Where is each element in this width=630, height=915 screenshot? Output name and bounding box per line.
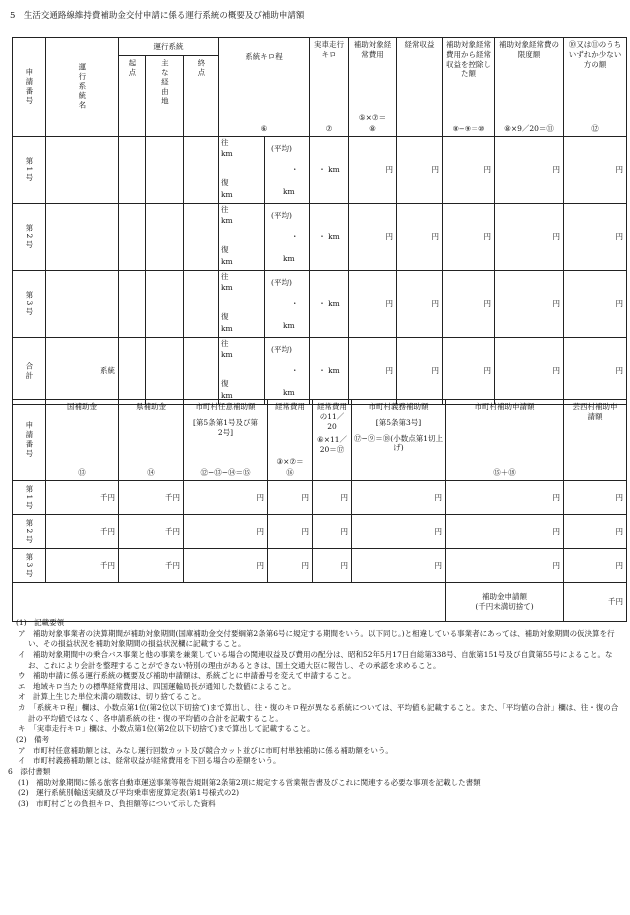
muni-duty-cell: 円 — [352, 481, 446, 515]
min-cell: 円 — [564, 204, 627, 271]
note-line: イ 市町村義務補助額とは、経常収益が経常費用を下回る場合の差額をいう。 — [18, 756, 281, 766]
km-outbound-return-cell: 往 km 復 km — [219, 338, 265, 405]
muni-apply-cell: 円 — [446, 515, 564, 549]
header-min: ⑩又は⑪のうちいずれか少ない方の額 ⑫ — [564, 38, 627, 137]
table-row — [13, 481, 627, 515]
actual-km-cell: ・ km — [310, 338, 349, 405]
cost-days-cell: 円 — [313, 549, 352, 583]
end-cell — [184, 338, 219, 405]
note-line: キ 「実車走行キロ」欄は、小数点第1位(第2位以下切捨て)まで算出して記載すること。 — [18, 724, 315, 734]
note-line: (1) 記載要領 — [16, 618, 65, 627]
start-cell — [119, 338, 146, 405]
km-outbound-return-cell: 往 km 復 km — [219, 137, 265, 204]
header-route: 運行系統 — [119, 38, 219, 56]
pref-cell: 千円 — [119, 481, 184, 515]
km-average-cell: (平均) ・ km — [265, 338, 310, 405]
cost-days-cell: 円 — [313, 481, 352, 515]
national-cell: 千円 — [46, 549, 119, 583]
geisei-cell: 円 — [564, 481, 627, 515]
limit-cell: 円 — [495, 204, 564, 271]
actual-km-cell: ・ km — [310, 137, 349, 204]
km-average-cell: (平均) ・ km — [265, 204, 310, 271]
note-line: ア 市町村任意補助額とは、みなし運行回数カット及び競合カット並びに市町村単独補助に係る補助額をいう。 — [18, 745, 393, 755]
min-cell: 円 — [564, 137, 627, 204]
header2-apply-no: 申請番号 — [13, 400, 46, 481]
row-label: 第1号 — [13, 481, 46, 515]
header-route-name: 運行系統名 — [46, 38, 119, 137]
note-line: ア 補助対象事業者の決算期間が補助対象期間(国庫補助金交付要綱第2条第6号に規定する期間をいう。以下同じ。)と相違している事業者にあっては、補助対象期間の仮決算を行い、その損益状況を補助対象期間の損益状況欄に記載すること。 — [18, 628, 615, 649]
note-line: ウ 補助申請に係る運行系統の概要及び補助申請額は、系統ごとに申請番号を変えて申請すること。 — [18, 671, 356, 681]
note-line: カ 「系統キロ程」欄は、小数点第1位(第2位以下切捨て)まで算出し、往・復のキロ程が異なる系統については、平均値も記載すること。また、「平均値の合計」欄は、往・復の合計の平均値ではなく、各申請系統の往・復の平均値の合計を記載すること。 — [18, 703, 619, 723]
table-row — [13, 271, 627, 338]
header-deduct: 補助対象経常費用から経常収益を控除した額 ⑧−⑨＝⑩ — [443, 38, 495, 137]
note-line: エ 地域キロ当たりの標準経常費用は、四国運輸局長が通知した数値によること。 — [18, 681, 296, 691]
row-label: 第2号 — [13, 515, 46, 549]
km-average-cell: (平均) ・ km — [265, 137, 310, 204]
actual-km-cell: ・ km — [310, 271, 349, 338]
deduct-cell: 円 — [443, 271, 495, 338]
header-start: 起点 — [119, 56, 146, 137]
header2-cost: 経常費用 ③×⑦＝ ⑯ — [268, 400, 313, 481]
start-cell — [119, 271, 146, 338]
cost-cell: 円 — [349, 338, 397, 405]
end-cell — [184, 204, 219, 271]
row-label: 合計 — [13, 338, 46, 405]
header-muni-apply: 市町村補助申請額 ⑮＋⑱ — [446, 400, 564, 481]
end-cell — [184, 271, 219, 338]
national-cell: 千円 — [46, 515, 119, 549]
header-muni-duty: 市町村義務補助額 [第5条第3号] ⑰−⑨＝⑱(小数点第1切上げ) — [352, 400, 446, 481]
muni-duty-cell: 円 — [352, 549, 446, 583]
muni-apply-cell: 円 — [446, 481, 564, 515]
note-line: イ 補助対象期間中の乗合バス事業と他の事業を兼業している場合の関連収益及び費用の配分は、昭和52年5月17日自総第338号、自旅第151号及び自貨第55号によること。なお、これにより会計を整理することができない特別の理由があるときは、国土交通大臣に報告し、その承認を求めること。 — [18, 649, 613, 670]
pref-cell: 千円 — [119, 549, 184, 583]
note-line: 6 添付書類 — [8, 766, 51, 776]
pref-cell: 千円 — [119, 515, 184, 549]
row-label: 第3号 — [13, 549, 46, 583]
revenue-cell: 円 — [397, 271, 443, 338]
limit-cell: 円 — [495, 137, 564, 204]
header-geisei: 芸西村補助申請額 — [564, 400, 627, 481]
min-cell: 円 — [564, 338, 627, 405]
cost-cell: 円 — [349, 137, 397, 204]
via-cell — [146, 338, 184, 405]
header-cost: 補助対象経常費用 ⑤×⑦＝ ⑧ — [349, 38, 397, 137]
national-cell: 千円 — [46, 481, 119, 515]
note-line: (3) 市町村ごとの負担キロ、負担額等について示した資料 — [18, 798, 216, 808]
revenue-cell: 円 — [397, 338, 443, 405]
header-km: 系統キロ程 ⑥ — [219, 38, 310, 137]
muni-opt-cell: 円 — [184, 515, 268, 549]
muni-opt-cell: 円 — [184, 549, 268, 583]
km-average-cell: (平均) ・ km — [265, 271, 310, 338]
note-line: オ 計算上生じた単位未満の端数は、切り捨てること。 — [18, 692, 206, 702]
via-cell — [146, 137, 184, 204]
cost-cell: 円 — [349, 271, 397, 338]
header-pref: 県補助金 ⑭ — [119, 400, 184, 481]
cost-cell: 円 — [268, 515, 313, 549]
note-line: (2) 運行系統別輸送実績及び平均乗車密度算定表(第1号様式の2) — [18, 788, 240, 798]
header-end: 終点 — [184, 56, 219, 137]
table-row — [13, 204, 627, 271]
total-value: 千円 — [564, 583, 627, 622]
notes-section — [8, 618, 620, 810]
min-cell: 円 — [564, 271, 627, 338]
via-cell — [146, 204, 184, 271]
start-cell — [119, 137, 146, 204]
page-title: 5 生活交通路線維持費補助金交付申請に係る運行系統の概要及び補助申請額 — [10, 11, 305, 21]
km-outbound-return-cell: 往 km 復 km — [219, 271, 265, 338]
header-revenue: 経常収益 — [397, 38, 443, 137]
muni-apply-cell: 円 — [446, 549, 564, 583]
cost-cell: 円 — [349, 204, 397, 271]
header-apply-no: 申請番号 — [13, 38, 46, 137]
limit-cell: 円 — [495, 338, 564, 405]
cost-cell: 円 — [268, 549, 313, 583]
header-limit: 補助対象経常費の限度額 ⑧×9／20＝⑪ — [495, 38, 564, 137]
route-name-cell — [46, 204, 119, 271]
geisei-cell: 円 — [564, 549, 627, 583]
limit-cell: 円 — [495, 271, 564, 338]
row-label: 第2号 — [13, 204, 46, 271]
muni-duty-cell: 円 — [352, 515, 446, 549]
note-line: (1) 補助対象期間に係る旅客自動車運送事業等報告規則第2条第2項に規定する営業報告書及びこれに関連する必要な事項を記載した書類 — [18, 777, 481, 787]
via-cell — [146, 271, 184, 338]
muni-opt-cell: 円 — [184, 481, 268, 515]
revenue-cell: 円 — [397, 137, 443, 204]
row-label: 第3号 — [13, 271, 46, 338]
header-actual-km: 実車走行キロ ⑦ — [310, 38, 349, 137]
total-label: 補助金申請額 (千円未満切捨て) — [446, 583, 564, 622]
table-row — [13, 549, 627, 583]
table-row — [13, 515, 627, 549]
table-row — [13, 137, 627, 204]
route-name-cell — [46, 271, 119, 338]
deduct-cell: 円 — [443, 338, 495, 405]
row-label: 第1号 — [13, 137, 46, 204]
note-line: (2) 備考 — [16, 735, 50, 745]
geisei-cell: 円 — [564, 515, 627, 549]
header-cost-days: 経常費用の11／20 ⑥×11／20＝⑰ — [313, 400, 352, 481]
route-summary-table — [12, 37, 627, 405]
route-name-cell: 系統 — [46, 338, 119, 405]
table-row — [13, 338, 627, 405]
header-via: 主な経由地 — [146, 56, 184, 137]
header-muni-opt: 市町村任意補助額 [第5条第1号及び第2号] ⑫−⑬−⑭＝⑮ — [184, 400, 268, 481]
deduct-cell: 円 — [443, 204, 495, 271]
end-cell — [184, 137, 219, 204]
deduct-cell: 円 — [443, 137, 495, 204]
revenue-cell: 円 — [397, 204, 443, 271]
km-outbound-return-cell: 往 km 復 km — [219, 204, 265, 271]
total-blank — [13, 583, 446, 622]
cost-days-cell: 円 — [313, 515, 352, 549]
cost-cell: 円 — [268, 481, 313, 515]
actual-km-cell: ・ km — [310, 204, 349, 271]
start-cell — [119, 204, 146, 271]
header-national: 国補助金 ⑬ — [46, 400, 119, 481]
subsidy-table — [12, 399, 627, 622]
route-name-cell — [46, 137, 119, 204]
